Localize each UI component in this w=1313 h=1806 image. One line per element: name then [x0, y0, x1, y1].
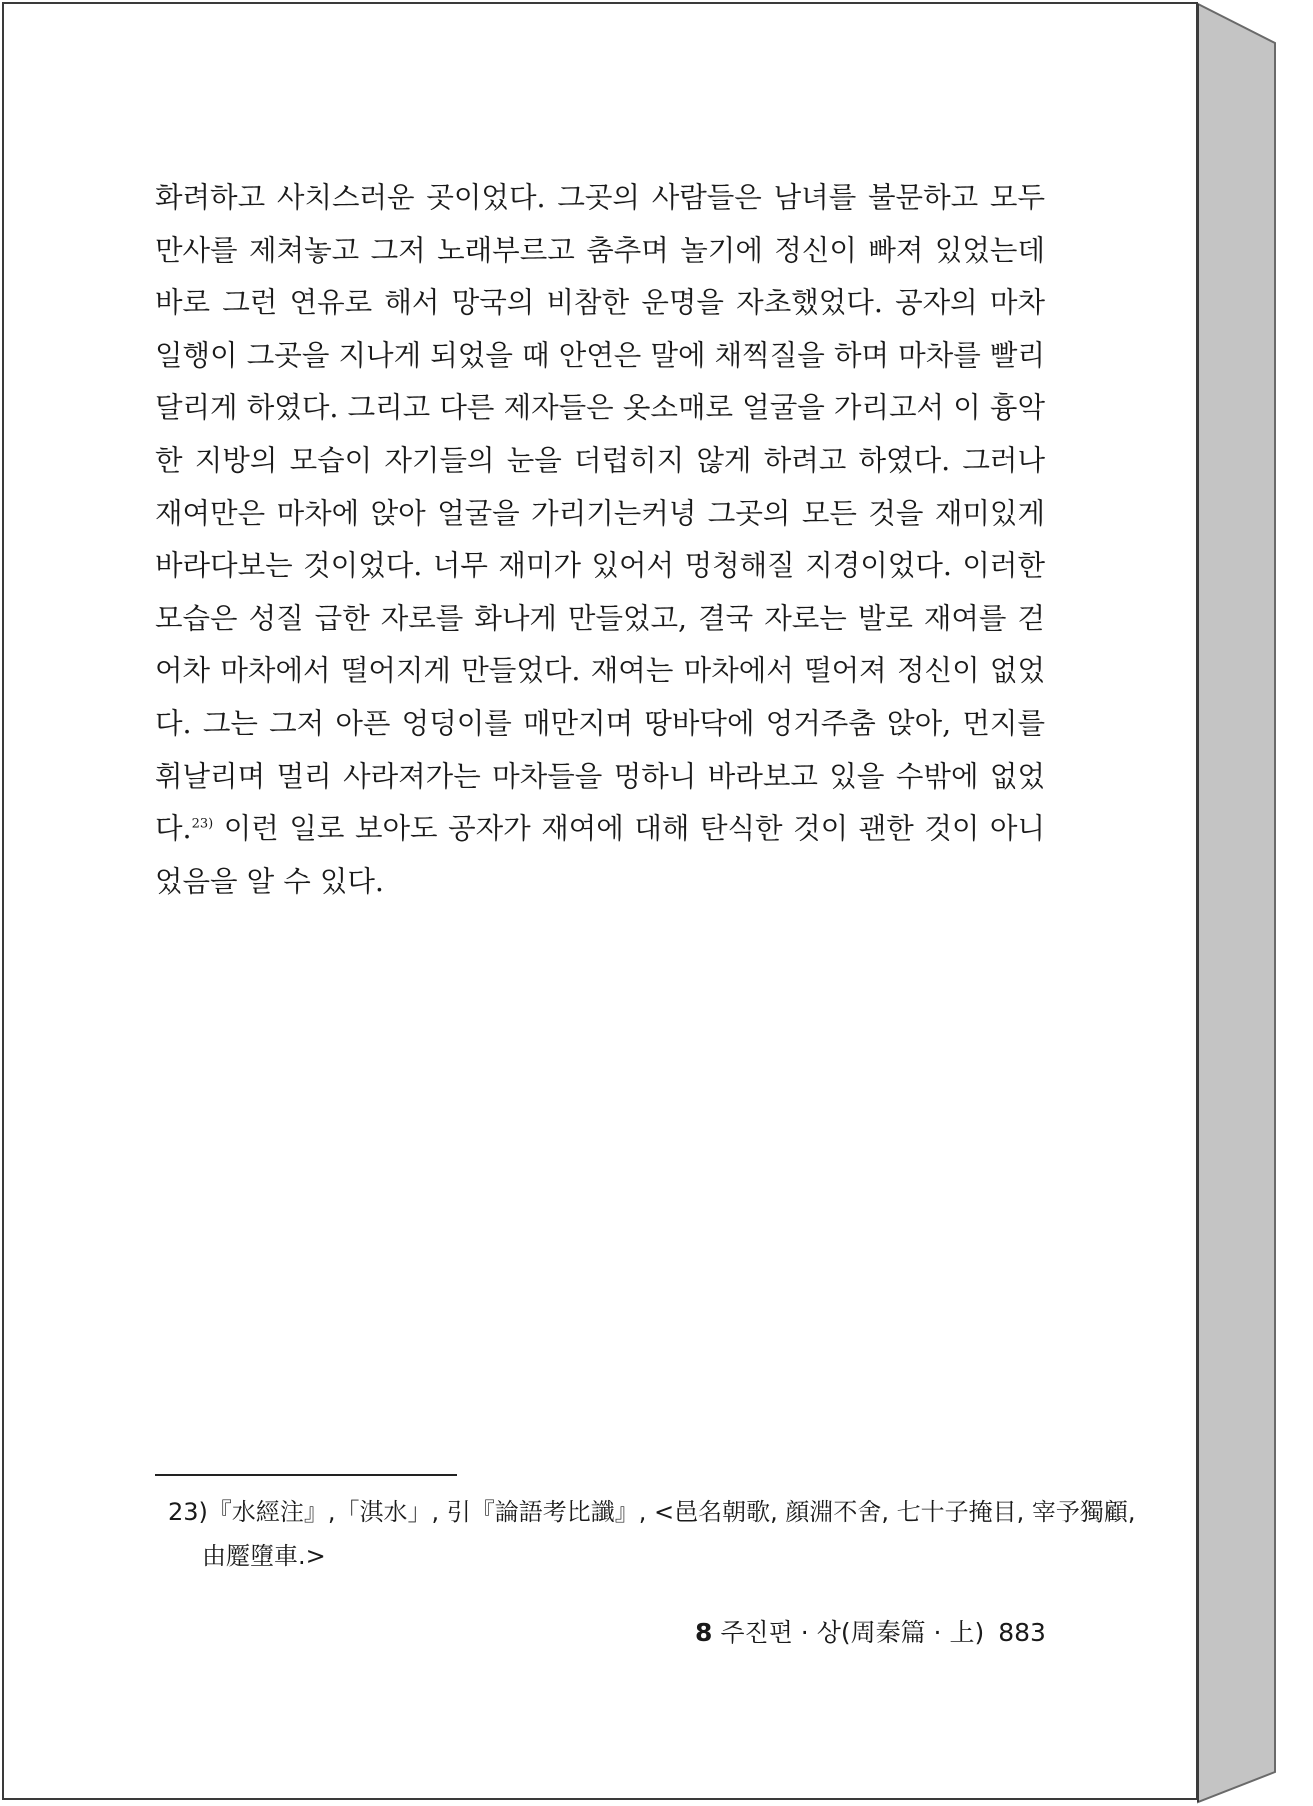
- footnote-divider: [155, 1474, 457, 1476]
- text-line: 어차 마차에서 떨어지게 만들었다. 재여는 마차에서 떨어져 정신이 없었: [155, 654, 1045, 688]
- footnote: [168, 1490, 1136, 1578]
- line-start: 다.: [155, 812, 192, 846]
- line-rest: 이런 일로 보아도 공자가 재여에 대해 탄식한 것이 괜한 것이 아니: [213, 812, 1045, 846]
- text-line: 재여만은 마차에 앉아 얼굴을 가리기는커녕 그곳의 모든 것을 재미있게: [155, 496, 1045, 530]
- text-line: 바로 그런 연유로 해서 망국의 비참한 운명을 자초했었다. 공자의 마차: [155, 286, 1045, 320]
- footnote-line: 23)『水經注』,「淇水」, 引『論語考比讖』, <邑名朝歌, 顔淵不舍, 七十子掩目, 宰予獨顧,: [168, 1498, 1136, 1526]
- text-line: 휘날리며 멀리 사라져가는 마차들을 멍하니 바라보고 있을 수밖에 없었: [155, 759, 1045, 793]
- text-line: 달리게 하였다. 그리고 다른 제자들은 옷소매로 얼굴을 가리고서 이 흉악: [155, 391, 1045, 425]
- text-line: 모습은 성질 급한 자로를 화나게 만들었고, 결국 자로는 발로 재여를 걷: [155, 601, 1045, 635]
- footnote-line: 由蹷墮車.>: [202, 1542, 326, 1570]
- text-line: 한 지방의 모습이 자기들의 눈을 더럽히지 않게 하려고 하였다. 그러나: [155, 443, 1045, 477]
- page-number: 883: [998, 1618, 1046, 1647]
- text-line: 었음을 알 수 있다.: [155, 864, 384, 898]
- footnote-reference[interactable]: 23): [191, 816, 214, 832]
- text-line: 바라다보는 것이었다. 너무 재미가 있어서 멍청해질 지경이었다. 이러한: [155, 549, 1045, 583]
- chapter-number: 8: [695, 1618, 713, 1647]
- text-line-with-footnote: [155, 803, 1045, 856]
- text-line: 다. 그는 그저 아픈 엉덩이를 매만지며 땅바닥에 엉거주춤 앉아, 먼지를: [155, 706, 1045, 740]
- text-line: 만사를 제쳐놓고 그저 노래부르고 춤추며 놀기에 정신이 빠져 있었는데: [155, 233, 1045, 267]
- running-footer: [695, 1616, 1046, 1650]
- text-line: 화려하고 사치스러운 곳이었다. 그곳의 사람들은 남녀를 불문하고 모두: [155, 181, 1045, 214]
- chapter-title: 주진편 · 상(周秦篇 · 上): [720, 1618, 985, 1647]
- body-text: [155, 172, 1045, 908]
- text-line: 일행이 그곳을 지나게 되었을 때 안연은 말에 채찍질을 하며 마차를 빨리: [155, 338, 1045, 372]
